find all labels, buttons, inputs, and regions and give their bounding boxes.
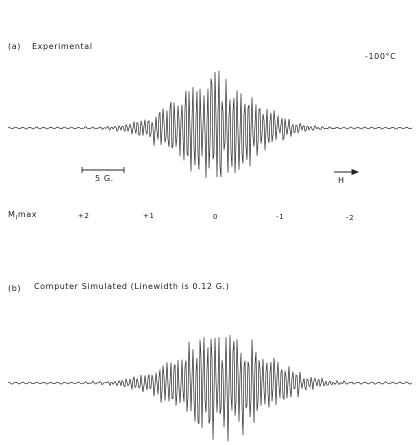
experimental-spectrum-trace [8,71,412,178]
field-arrow-icon [334,170,358,175]
mmax-tick: 0 [213,213,219,221]
mmax-label: $M_I\max$ [8,210,38,222]
simulated-spectrum-trace [8,335,412,441]
scale-bar [82,167,124,173]
mmax-tick: -1 [276,213,285,221]
panel-a-title: Experimental [32,42,93,51]
mmax-tick: +2 [78,212,90,220]
mmax-tick: +1 [143,212,155,220]
field-label: H [338,176,345,185]
panel-b-title: Computer Simulated (Linewidth is 0.12 G.) [34,282,230,291]
panel-b-label: (b) [8,284,22,293]
panel-a-label: (a) [8,42,21,51]
mmax-tick: -2 [346,214,355,222]
scale-bar-label: 5 G. [95,174,114,183]
temperature-label: -100°C [365,52,397,61]
